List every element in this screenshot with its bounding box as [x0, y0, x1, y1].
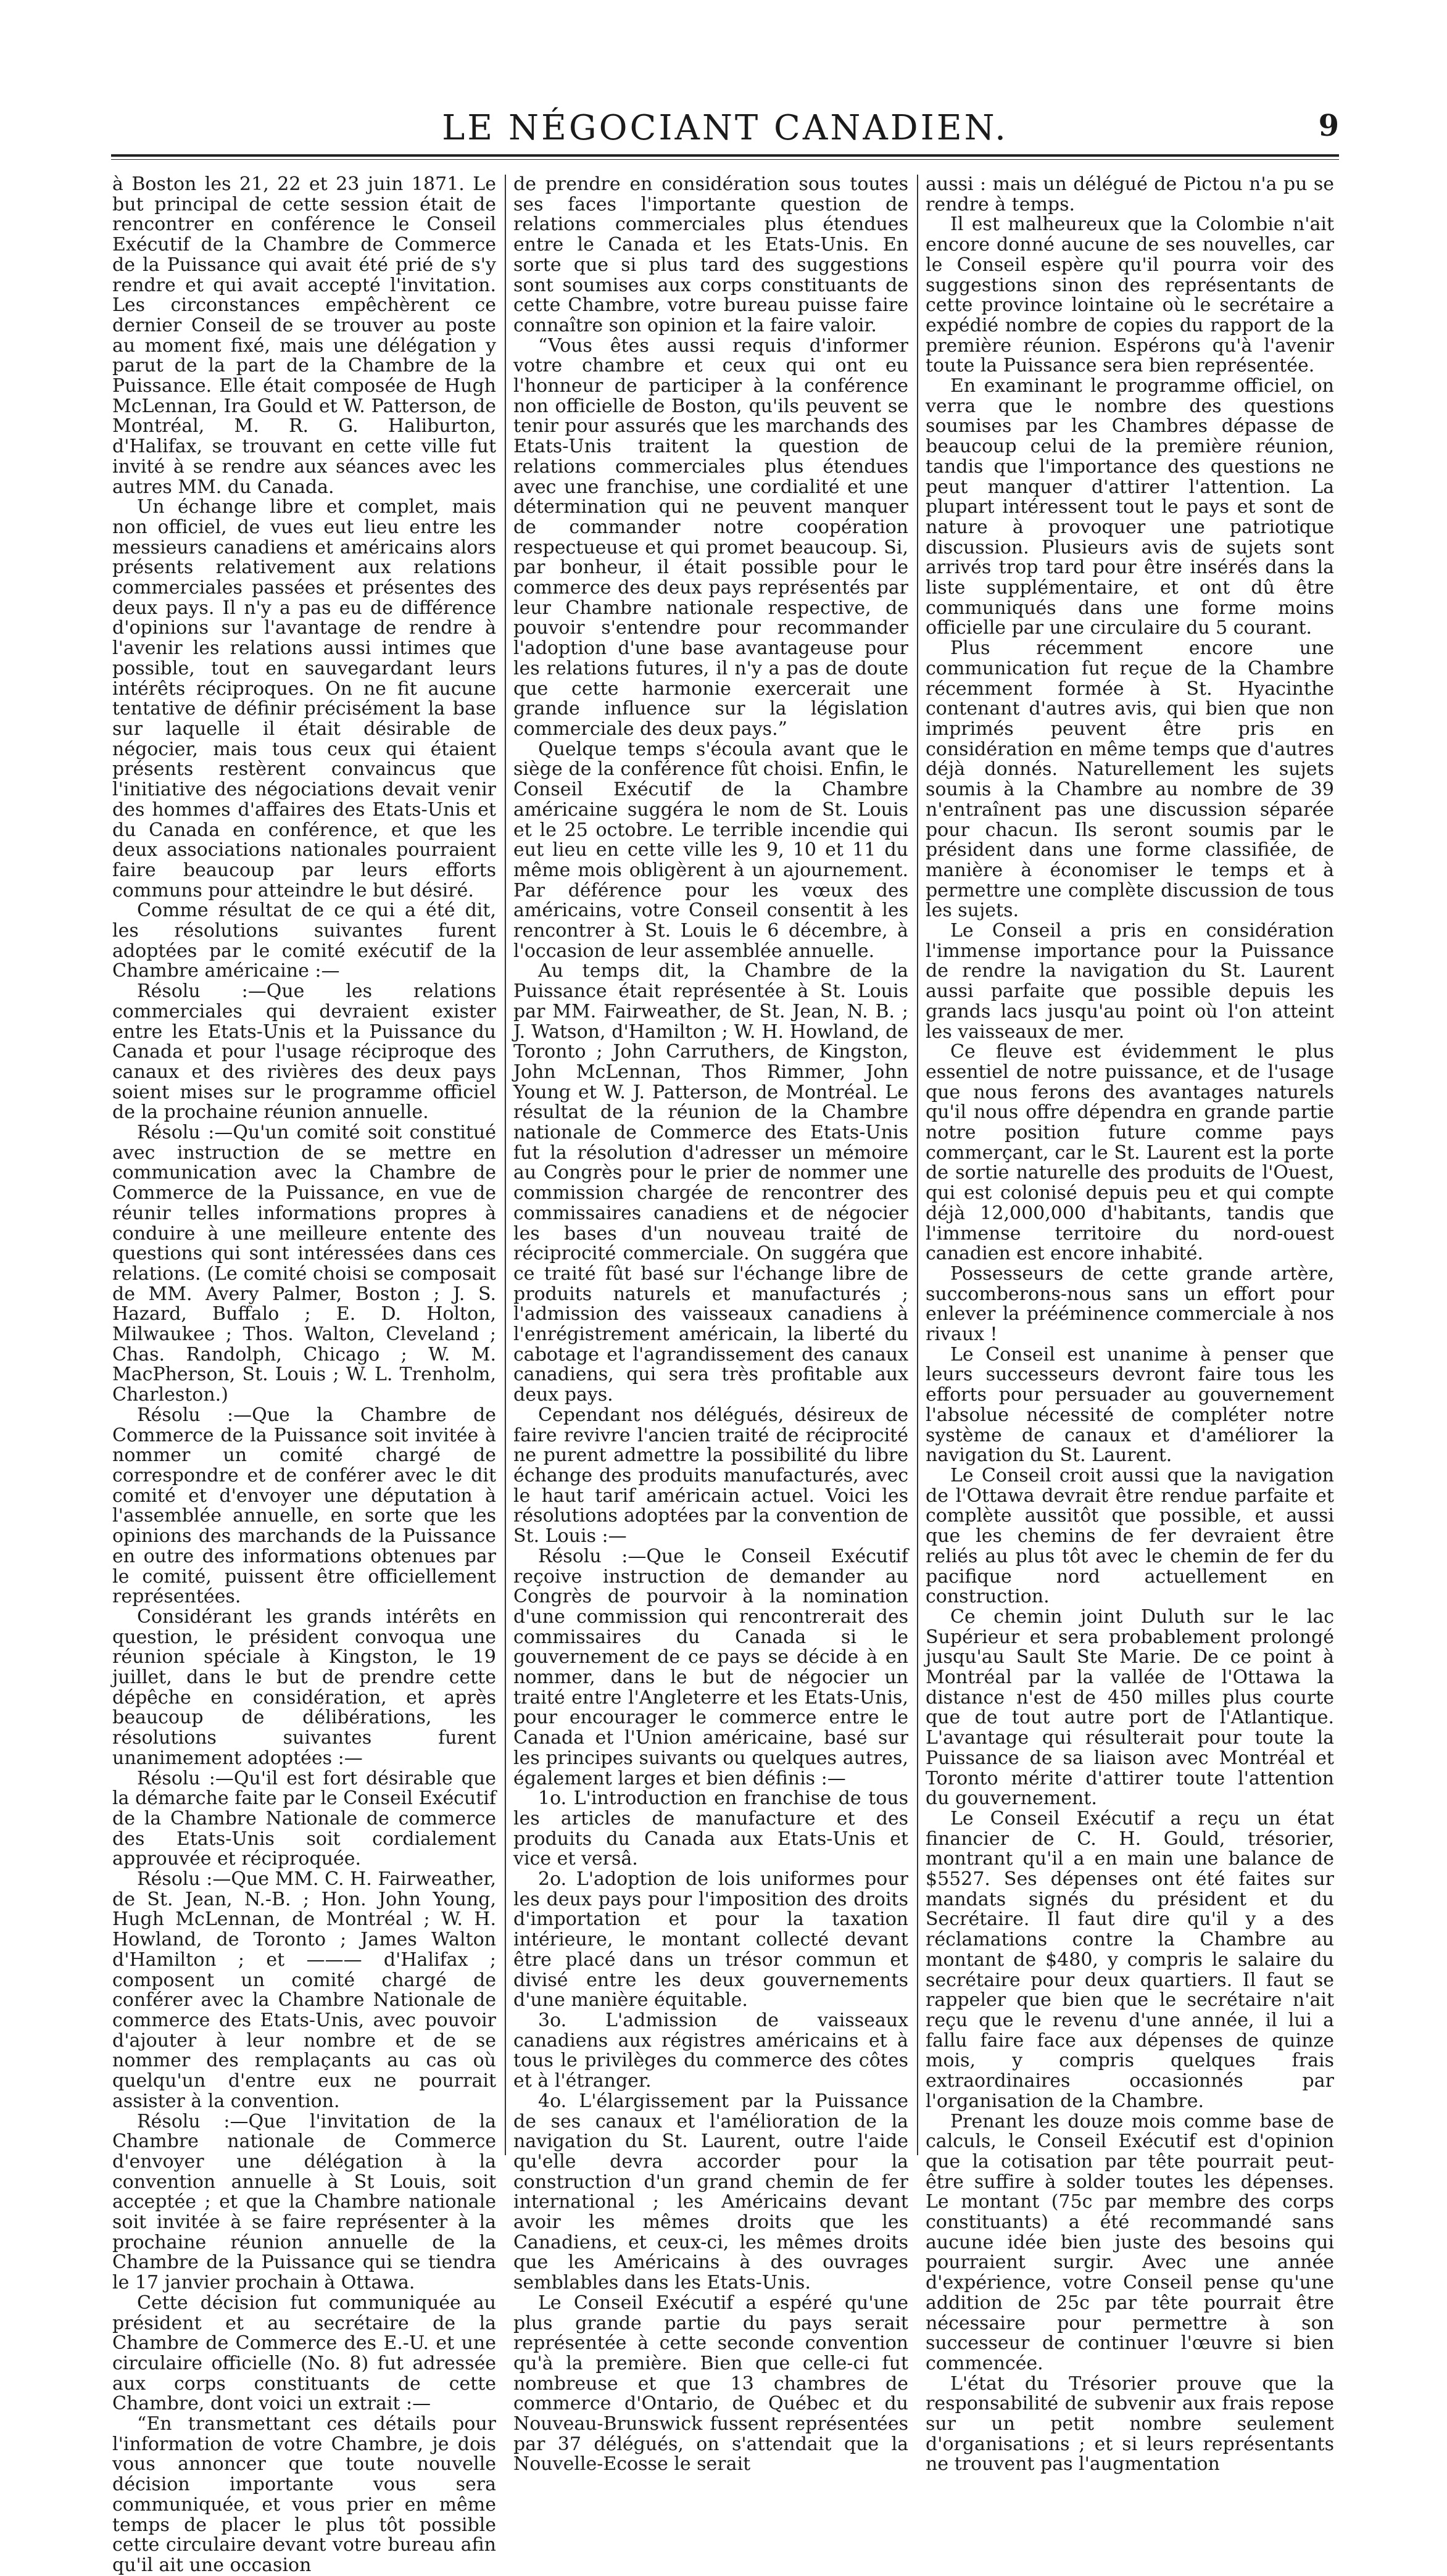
column-divider: [917, 175, 918, 2155]
paragraph: Possesseurs de cette grande artère, succomberons-nous sans un effort pour enlever la prééminence commerciale à nos rivaux !: [926, 1262, 1334, 1346]
paragraph: 1o. L'introduction en franchise de tous les articles de manufacture et des produits du Canada aux Etats-Unis et vice et versâ.: [513, 1787, 908, 1870]
paragraph: Quelque temps s'écoula avant que le siège de la conférence fût choisi. Enfin, le Conseil Exécutif de la Chambre américaine suggéra le nom de St. Louis et le 25 octobre. Le terrible incendie qui eut lieu en cette ville les 9, 10 et 11 du même mois obligèrent à un ajournement. Par déférence pour les vœux des américains, votre Conseil consentit à les rencontrer à St. Louis le 6 décembre, à l'occasion de leur assemblée annuelle.: [513, 738, 908, 962]
paragraph: de prendre en considération sous toutes ses faces l'importante question de relations commerciales plus étendues entre le Canada et les Etats-Unis. En sorte que si plus tard des suggestions sont soumises aux corps constituants de cette Chambre, votre bureau puisse faire connaître son opinion et la faire valoir.: [513, 173, 908, 336]
paragraph: L'état du Trésorier prouve que la responsabilité de subvenir aux frais repose sur un petit nombre seulement d'organisations ; et si leurs représentants ne trouvent pas l'augmentation: [926, 2372, 1334, 2475]
paragraph: Ce fleuve est évidemment le plus essentiel de notre puissance, et de l'usage que nous ferons des avantages naturels qu'il nous offre dépendra en grande partie notre position future comme pays commerçant, car le St. Laurent est la porte de sortie naturelle des produits de l'Ouest, qui est colonisé depuis peu et qui compte déjà 12,000,000 d'habitants, tandis que l'immense territoire du nord-ouest canadien est encore inhabité.: [926, 1041, 1334, 1265]
paragraph: En examinant le programme officiel, on verra que le nombre des questions soumises par les Chambres dépasse de beaucoup celui de la première réunion, tandis que l'importance des questions ne peut manquer d'attirer l'attention. La plupart intéressent tout le pays et sont de nature à provoquer une patriotique discussion. Plusieurs avis de sujets sont arrivés trop tard pour être insérés dans la liste supplémentaire, et ont dû être communiqués dans une forme moins officielle par une circulaire du 5 courant.: [926, 375, 1334, 639]
paragraph: Un échange libre et complet, mais non officiel, de vues eut lieu entre les messieurs canadiens et américains alors présents relativement aux relations commerciales passées et présentes des deux pays. Il n'y a pas eu de différence d'opinions sur l'avantage de rendre à l'avenir les relations aussi intimes que possible, tout en sauvegardant leurs intérêts réciproques. On ne fit aucune tentative de définir précisément la base sur laquelle il était désirable de négocier, mais tous ceux qui étaient présents restèrent convaincus que l'initiative des négociations devait venir des hommes d'affaires des Etats-Unis et du Canada en conférence, et que les deux associations nationales pourraient faire beaucoup par leurs efforts communs pour atteindre le but désiré.: [112, 496, 496, 901]
header-rule-thin: [111, 159, 1339, 160]
paragraph: “Vous êtes aussi requis d'informer votre chambre et ceux qui ont eu l'honneur de participer à la conférence non officielle de Boston, qu'ils peuvent se tenir pour assurés que les marchands des Etats-Unis traitent la question de relations commerciales plus étendues avec une franchise, une cordialité et une détermination qui ne peuvent manquer de commander notre coopération respectueuse et qui promet beaucoup. Si, par bonheur, il était possible pour le commerce des deux pays représentés par leur Chambre nationale respective, de pouvoir s'entendre pour recommander l'adoption d'une base avantageuse pour les relations futures, il n'y a pas de doute que cette harmonie exercerait une grande influence sur la législation commerciale des deux pays.”: [513, 334, 908, 740]
paragraph: aussi : mais un délégué de Pictou n'a pu se rendre à temps.: [926, 173, 1334, 215]
paragraph: à Boston les 21, 22 et 23 juin 1871. Le but principal de cette session était de rencontrer en conférence le Conseil Exécutif de la Chambre de Commerce de la Puissance qui avait été prié de s'y rendre et qui avait accepté l'invitation. Les circonstances empêchèrent ce dernier Conseil de se trouver au poste au moment fixé, mais une délégation y parut de la part de la Chambre de la Puissance. Elle était composée de Hugh McLennan, Ira Gould et W. Patterson, de Montréal, M. R. G. Haliburton, d'Halifax, se trouvant en cette ville fut invité à se rendre aux séances avec les autres MM. du Canada.: [112, 173, 496, 498]
paragraph: Il est malheureux que la Colombie n'ait encore donné aucune de ses nouvelles, car le Conseil espère qu'il pourra voir des suggestions sinon des représentants de cette province lointaine où le secrétaire a expédié nombre de copies du rapport de la première réunion. Espérons qu'à l'avenir toute la Puissance sera bien représentée.: [926, 213, 1334, 377]
column-divider: [505, 175, 506, 2155]
page-title: LE NÉGOCIANT CANADIEN.: [442, 108, 1008, 148]
paragraph: Plus récemment encore une communication fut reçue de la Chambre récemment formée à St. Hyacinthe contenant d'autres avis, qui bien que non imprimés peuvent être pris en considération en même temps que d'autres déjà donnés. Naturellement les sujets soumis à la Chambre au nombre de 39 n'entraînent pas une discussion séparée pour chacun. Ils seront soumis par le président dans une forme classifiée, de manière à économiser le temps et à permettre une complète discussion de tous les sujets.: [926, 637, 1334, 922]
paragraph: Résolu :—Que les relations commerciales qui devraient exister entre les Etats-Unis et la Puissance du Canada et pour l'usage réciproque des canaux et des rivières des deux pays soient mises sur le programme officiel de la prochaine réunion annuelle.: [112, 980, 496, 1124]
paragraph: Le Conseil est unanime à penser que leurs successeurs devront faire tous les efforts pour persuader au gouvernement l'absolue nécessité de compléter notre système de canaux et d'améliorer la navigation du St. Laurent.: [926, 1343, 1334, 1467]
paragraph: Prenant les douze mois comme base de calculs, le Conseil Exécutif est d'opinion que la cotisation par tête pourrait peut-être suffire à solder toutes les dépenses. Le montant (75c par membre des corps constituants) a été recommandé sans aucune idée bien juste des besoins qui pourraient surgir. Avec une année d'expérience, votre Conseil pense qu'une addition de 25c par tête pourrait être nécessaire pour permettre à son successeur de continuer l'œuvre si bien commencée.: [926, 2110, 1334, 2374]
paragraph: Au temps dit, la Chambre de la Puissance était représentée à St. Louis par MM. Fairweather, de St. Jean, N. B. ; J. Watson, d'Hamilton ; W. H. Howland, de Toronto ; John Carruthers, de Kingston, John McLennan, Thos Rimmer, John Young et W. J. Patterson, de Montréal. Le résultat de la réunion de la Chambre nationale de Commerce des Etats-Unis fut la résolution d'adresser un mémoire au Congrès pour le prier de nommer une commission chargée de rencontrer des commissaires canadiens et de négocier les bases d'un nouveau traité de réciprocité commerciale. On suggéra que ce traité fût basé sur l'échange libre de produits naturels et manufacturés ; l'admission des vaisseaux canadiens à l'enrégistrement américain, la liberté du cabotage et l'agrandissement des canaux canadiens, qui sera très profitable aux deux pays.: [513, 960, 908, 1406]
paragraph: Le Conseil a pris en considération l'immense importance pour la Puissance de rendre la navigation du St. Laurent aussi parfaite que possible depuis les grands lacs jusqu'au point où l'on atteint les vaisseaux de mer.: [926, 920, 1334, 1043]
paragraph: Résolu :—Qu'un comité soit constitué avec instruction de se mettre en communication avec la Chambre de Commerce de la Puissance, en vue de réunir telles informations propres à conduire à une meilleure entente des questions qui sont intéressées dans ces relations. (Le comité choisi se composait de MM. Avery Palmer, Boston ; J. S. Hazard, Buffalo ; E. D. Holton, Milwaukee ; Thos. Walton, Cleveland ; Chas. Randolph, Chicago ; W. M. MacPherson, St. Louis ; W. L. Trenholm, Charleston.): [112, 1122, 496, 1406]
paragraph: “En transmettant ces détails pour l'information de votre Chambre, je dois vous annoncer que toute nouvelle décision importante vous sera communiquée, et vous prier en même temps de placer le plus tôt possible cette circulaire devant votre bureau afin qu'il ait une occasion: [112, 2413, 496, 2576]
header-rule-thick: [111, 154, 1339, 157]
paragraph: Cette décision fut communiquée au président et au secrétaire de la Chambre de Commerce des E.-U. et une circulaire officielle (No. 8) fut adressée aux corps constituants de cette Chambre, dont voici un extrait :—: [112, 2292, 496, 2415]
paragraph: Le Conseil Exécutif a reçu un état financier de C. H. Gould, trésorier, montrant qu'il a en main une balance de $5527. Ses dépenses ont été faites sur mandats signés du président et du Secrétaire. Il faut dire qu'il y a des réclamations contre la Chambre au montant de $480, y compris le salaire du secrétaire pour deux quartiers. Il faut se rappeler que bien que le secrétaire n'ait reçu que le revenu d'une année, il lui a fallu faire face aux dépenses de quinze mois, y compris quelques frais extraordinaires occasionnés par l'organisation de la Chambre.: [926, 1807, 1334, 2112]
paragraph: Ce chemin joint Duluth sur le lac Supérieur et sera probablement prolongé jusqu'au Sault Ste Marie. De ce point à Montréal par la vallée de l'Ottawa la distance n'est de 450 milles plus courte que de tout autre port de l'Atlantique. L'avantage qui résulterait pour toute la Puissance de sa liaison avec Montréal et Toronto mérite d'attirer toute l'attention du gouvernement.: [926, 1605, 1334, 1810]
paragraph: Résolu :—Qu'il est fort désirable que la démarche faite par le Conseil Exécutif de la Chambre Nationale de commerce des Etats-Unis soit cordialement approuvée et réciproquée.: [112, 1767, 496, 1870]
paragraph: 3o. L'admission de vaisseaux canadiens aux régistres américains et à tous le privilèges du commerce des côtes et à l'étranger.: [513, 2009, 908, 2092]
column-3: [926, 173, 1334, 2475]
paragraph: Le Conseil croit aussi que la navigation de l'Ottawa devrait être rendue parfaite et complète aussitôt que possible, et aussi que les chemins de fer devraient être reliés au plus tôt avec le chemin de fer du pacifique nord actuellement en construction.: [926, 1465, 1334, 1608]
paragraph: Cependant nos délégués, désireux de faire revivre l'ancien traité de réciprocité ne purent admettre la possibilité du libre échange des produits manufacturés, avec le haut tarif américain actuel. Voici les résolutions adoptées par la convention de St. Louis :—: [513, 1404, 908, 1547]
masthead: [111, 0, 1339, 151]
paragraph: Le Conseil Exécutif a espéré qu'une plus grande partie du pays serait représentée à cette seconde convention qu'à la première. Bien que celle-ci fut nombreuse et que 13 chambres de commerce d'Ontario, de Québec et du Nouveau-Brunswick fussent représentées par 37 délégués, on s'attendait que la Nouvelle-Ecosse le serait: [513, 2292, 908, 2475]
page-number: 9: [1318, 109, 1339, 143]
paragraph: Résolu :—Que MM. C. H. Fairweather, de St. Jean, N.-B. ; Hon. John Young, Hugh McLennan, de Montréal ; W. H. Howland, de Toronto ; James Walton d'Hamilton ; et ——— d'Halifax ; composent un comité chargé de conférer avec la Chambre Nationale de commerce des Etats-Unis, avec pouvoir d'ajouter à leur nombre et de se nommer des remplaçants au cas où quelqu'un d'entre eux ne pourrait assister à la convention.: [112, 1868, 496, 2112]
paragraph: Résolu :—Que le Conseil Exécutif reçoive instruction de demander au Congrès de pourvoir à la nomination d'une commission qui rencontrerait des commissaires du Canada si le gouvernement de ce pays se décide à en nommer, dans le but de négocier un traité entre l'Angleterre et les Etats-Unis, pour encourager le commerce entre le Canada et l'Union américaine, basé sur les principes suivants ou quelques autres, également larges et bien définis :—: [513, 1545, 908, 1789]
paragraph: Considérant les grands intérêts en question, le président convoqua une réunion spéciale à Kingston, le 19 juillet, dans le but de prendre cette dépêche en considération, et après beaucoup de délibérations, les résolutions suivantes furent unanimement adoptées :—: [112, 1605, 496, 1769]
paragraph: Comme résultat de ce qui a été dit, les résolutions suivantes furent adoptées par le comité exécutif de la Chambre américaine :—: [112, 900, 496, 982]
column-1: [112, 173, 496, 2576]
paragraph: 4o. L'élargissement par la Puissance de ses canaux et l'amélioration de la navigation du St. Laurent, outre l'aide qu'elle devra accorder pour la construction d'un grand chemin de fer international ; les Américains devant avoir les mêmes droits que les Canadiens, et ceux-ci, les mêmes droits que les Américains à des ouvrages semblables dans les Etats-Unis.: [513, 2090, 908, 2294]
column-2: [513, 173, 908, 2475]
paragraph: Résolu :—Que l'invitation de la Chambre nationale de Commerce d'envoyer une délégation à la convention annuelle à St Louis, soit acceptée ; et que la Chambre nationale soit invitée à se faire représenter à la prochaine réunion annuelle de la Chambre de la Puissance qui se tiendra le 17 janvier prochain à Ottawa.: [112, 2110, 496, 2294]
paragraph: 2o. L'adoption de lois uniformes pour les deux pays pour l'imposition des droits d'importation et pour la taxation intérieure, le montant collecté devant être placé dans un trésor commun et divisé entre les deux gouvernements d'une manière équitable.: [513, 1868, 908, 2011]
paragraph: Résolu :—Que la Chambre de Commerce de la Puissance soit invitée à nommer un comité chargé de correspondre et de conférer avec le dit comité et d'envoyer une députation à l'assemblée annuelle, en sorte que les opinions des marchands de la Puissance en outre des informations obtenues par le comité, puissent être officiellement représentées.: [112, 1404, 496, 1608]
